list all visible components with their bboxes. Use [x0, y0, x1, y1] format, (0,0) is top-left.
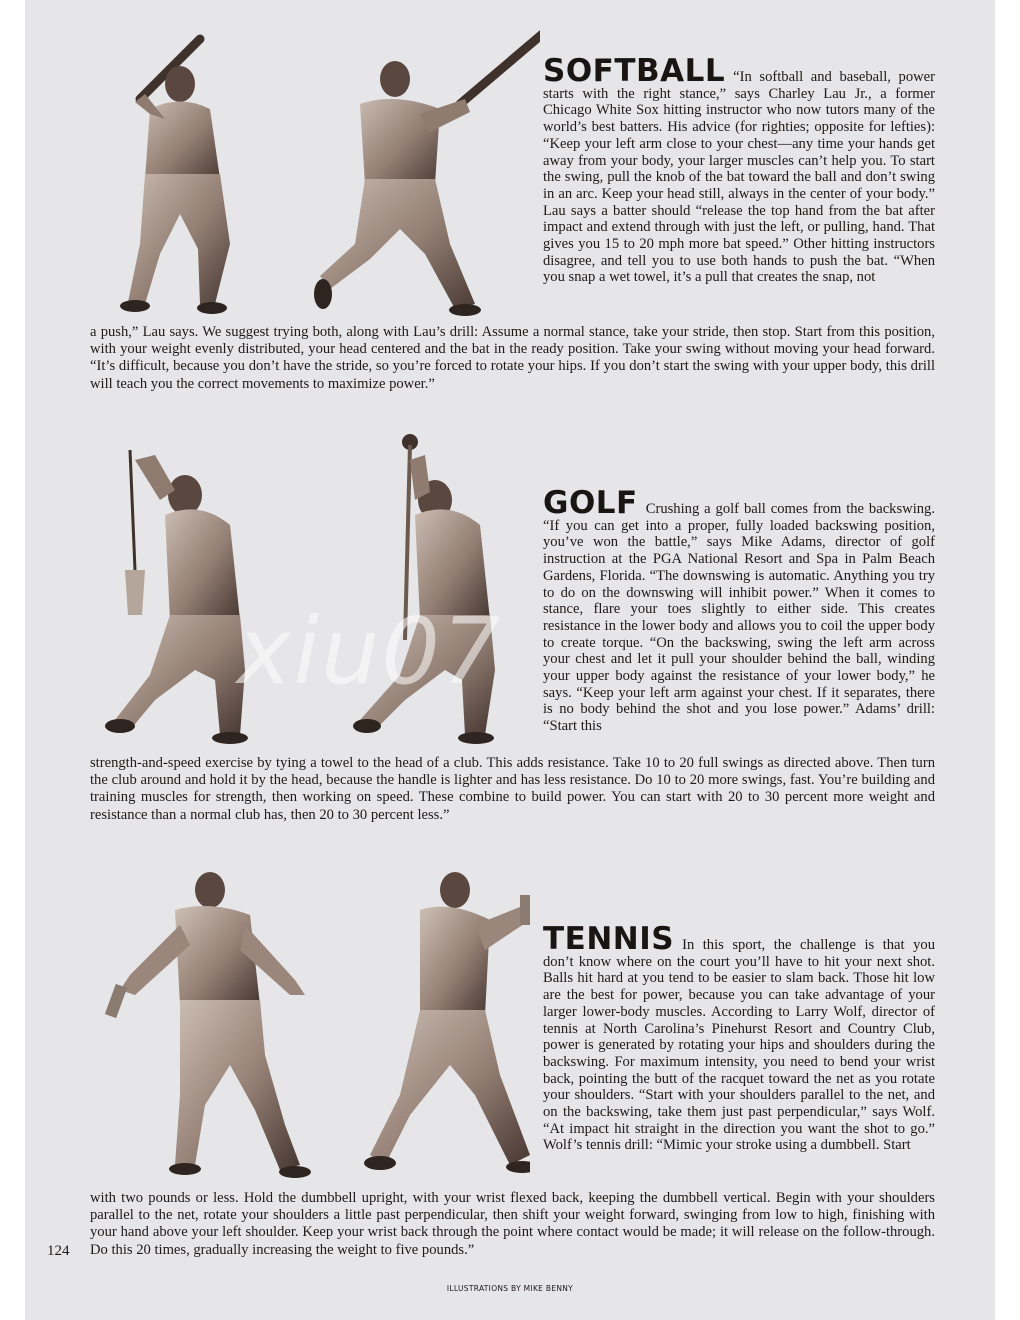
golf-illustration [80, 430, 540, 750]
illustration-credit: ILLUSTRATIONS BY MIKE BENNY [446, 1284, 574, 1293]
page-number: 124 [47, 1243, 70, 1259]
golf-column-text [543, 485, 935, 735]
softball-heading: SOFTBALL [543, 53, 726, 89]
tennis-illustration [90, 865, 530, 1185]
batter-stance-figure [120, 39, 230, 314]
watermark: xiu07 [237, 598, 503, 705]
tennis-column-text [543, 921, 935, 1154]
batter-swing-figure [314, 19, 540, 316]
golf-full-width-text: strength-and-speed exercise by tying a towel to the head of a club. This adds resistance. Take 10 to 20 full swings as directed above. Then turn the club around and hold it by the head, because the handle is lighter and has less resistance. Do 10 to 20 more swings, fast. You’re building and training muscles for strength, then working on speed. These combine to build power. You can start with 20 to 30 percent more weight and resistance than a normal club has, then 20 to 30 percent less.” [90, 755, 935, 823]
tennis-heading: TENNIS [543, 921, 675, 957]
tennis-player-dumbbell-low-figure [105, 872, 311, 1178]
softball-full-width-text: a push,” Lau says. We suggest trying both, along with Lau’s drill: Assume a normal stance, take your stride, then stop. Start from this position, with your weight evenly distributed, your head centered and the bat in the ready position. Take your swing without moving your head forward. “It’s difficult, because you don’t have the stride, so you’re forced to rotate your hips. If you don’t start the swing with your upper body, this drill will teach you the correct movements to maximize power.” [90, 324, 935, 392]
softball-illustration [80, 14, 540, 324]
tennis-body-column: In this sport, the challenge is that you don’t know where on the court you’ll have to hit your next shot. Balls hit hard at you tend to be easier to slam back. Those hit low are the best for power, because you can take advantage of your larger lower-body muscles. According to Larry Wolf, director of tennis at North Carolina’s Pinehurst Resort and Country Club, power is generated by rotating your hips and shoulders during the backswing. For maximum intensity, you need to bend your wrist back, pointing the butt of the racquet toward the net as you rotate your shoulders. “Start with your shoulders parallel to the net, and on the backswing, take them just past perpendicular,” says Wolf. “At impact hit straight in the direction you want the shot to go.” Wolf’s tennis drill: “Mimic your stroke using a dumbbell. Start [543, 937, 935, 1154]
tennis-full-width-text: with two pounds or less. Hold the dumbbell upright, with your wrist flexed back, keeping the dumbbell vertical. Begin with your shoulders parallel to the net, rotate your shoulders a little past perpendicular, then shift your weight forward, swinging from low to high, finishing with your hand above your left shoulder. Keep your wrist back through the point where contact would be made; it will release on the follow-through. Do this 20 times, gradually increasing the weight to five pounds.” [90, 1190, 935, 1258]
golf-body-column: Crushing a golf ball comes from the backswing. “If you can get into a proper, fully loaded backswing position, you’ve won the battle,” says Mike Adams, director of golf instruction at the PGA National Resort and Spa in Palm Beach Gardens, Florida. “The downswing is automatic. Anything you try to do on the downswing will inhibit power.” When it comes to stance, flare your toes slightly to either side. This creates resistance in the lower body and allows you to coil the upper body to create torque. “On the backswing, swing the left arm across your chest and let it pull your shoulder behind the ball, winding your upper body against the resistance of your lower body,” he says. “Keep your left arm against your chest. If it separates, there is no body behind the shot and you lose power.” Adams’ drill: “Start this [543, 501, 935, 735]
golfer-reversed-club-figure [353, 434, 495, 744]
softball-body-column: “In softball and baseball, power starts with the right stance,” says Charley Lau Jr., a former Chicago White Sox hitting instructor who now tutors many of the world’s best batters. His advice (for righties; opposite for lefties): “Keep your left arm close to your chest—any time your hands get away from your body, your larger muscles can’t help you. To start the swing, pull the knob of the bat toward the ball and don’t swing in an arc. Keep your head still, always in the center of your body.” Lau says a batter should “release the top hand from the bat after impact and extend through with just the left, or pulling, hand. That gives you 15 to 20 mph more bat speed.” Other hitting instructors disagree, and tell you to use both hands to push the bat. “When you snap a wet towel, it’s a pull that creates the snap, not [543, 69, 935, 286]
tennis-player-dumbbell-high-figure [364, 872, 530, 1173]
magazine-page [25, 0, 995, 1320]
golf-heading: GOLF [543, 485, 638, 521]
golfer-towel-figure [105, 450, 248, 744]
softball-column-text [543, 53, 935, 286]
